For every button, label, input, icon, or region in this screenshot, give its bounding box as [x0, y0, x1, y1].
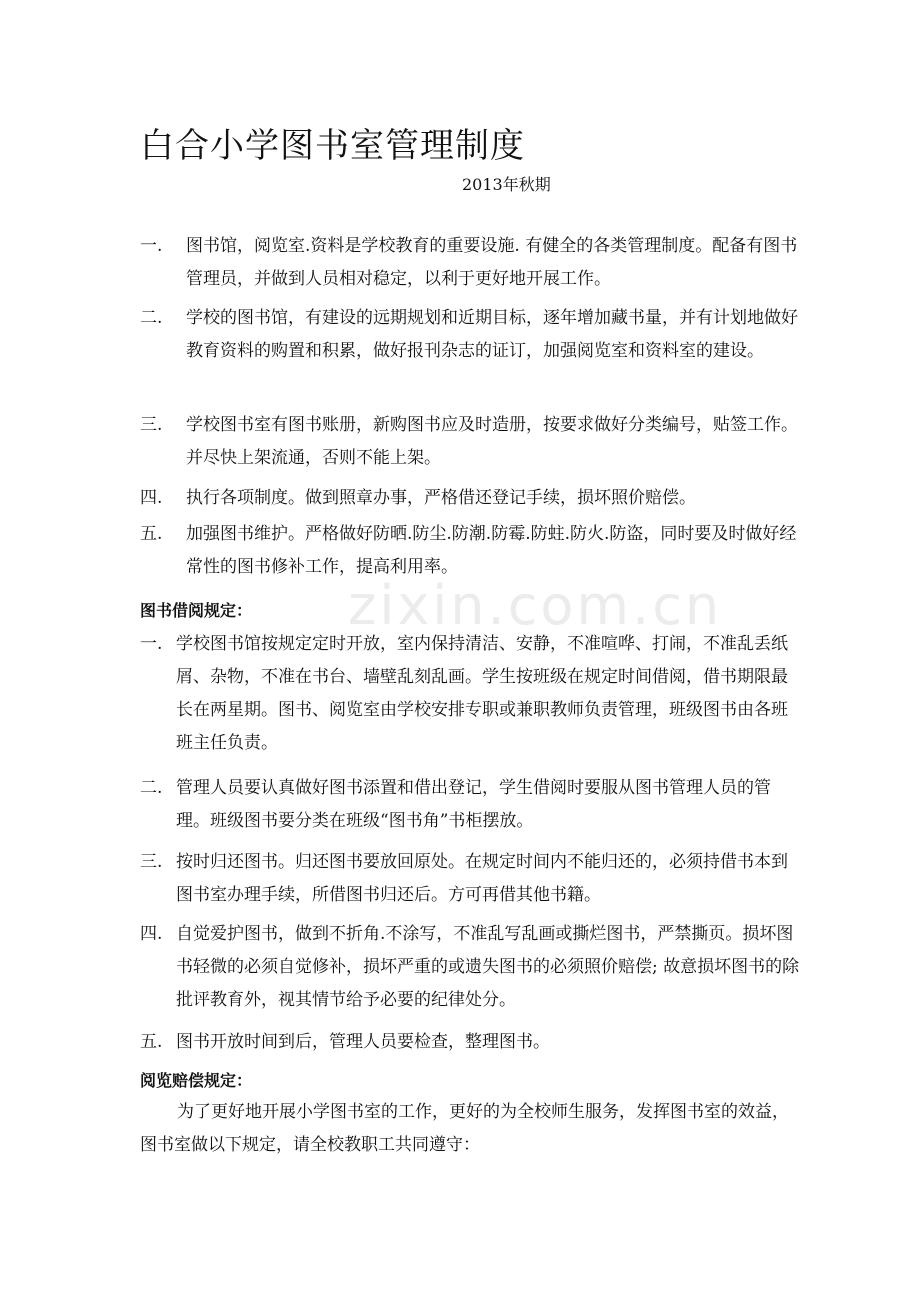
- body-paragraph: 为了更好地开展小学图书室的工作，更好的为全校师生服务，发挥图书室的效益，图书室做以下规定，请全校教职工共同遵守：: [140, 1102, 789, 1155]
- item-number: 三.: [140, 852, 163, 872]
- rule-item: [140, 409, 800, 475]
- rule-item: [140, 482, 800, 515]
- item-number: 五.: [140, 524, 163, 544]
- item-number: 一.: [140, 634, 163, 654]
- watermark: zixin.com.cn: [348, 574, 723, 637]
- section-heading: 图书借阅规定：: [140, 601, 253, 620]
- item-text: 学校图书馆按规定定时开放，室内保持清洁、安静，不准喧哗、打闹，不准乱丢纸屑、杂物，不准在书台、墙壁乱刻乱画。学生按班级在规定时间借阅，借书期限最长在两星期。图书、阅览室由学校安排专职或兼职教师负责管理，班级图书由各班班主任负责。: [176, 634, 788, 753]
- item-text: 学校图书室有图书账册，新购图书应及时造册，按要求做好分类编号，贴签工作。并尽快上架流通，否则不能上架。: [186, 415, 798, 468]
- item-text: 加强图书维护。严格做好防晒.防尘.防潮.防霉.防蛀.防火.防盗，同时要及时做好经常性的图书修补工作，提高利用率。: [186, 524, 797, 577]
- item-text: 按时归还图书。归还图书要放回原处。在规定时间内不能归还的，必须持借书本到图书室办理手续，所借图书归还后。方可再借其他书籍。: [176, 852, 788, 905]
- rule-item: [140, 772, 800, 838]
- term-label: 2013年秋期: [462, 175, 551, 194]
- rule-item: [140, 918, 800, 1017]
- item-number: 四.: [140, 924, 163, 944]
- item-number: 二.: [140, 778, 163, 798]
- item-text: 学校的图书馆，有建设的远期规划和近期目标，逐年增加藏书量，并有计划地做好教育资料的购置和积累，做好报刊杂志的证订，加强阅览室和资料室的建设。: [186, 308, 798, 361]
- item-number: 三.: [140, 415, 163, 435]
- item-text: 执行各项制度。做到照章办事，严格借还登记手续，损坏照价赔偿。: [186, 488, 696, 508]
- page-title: 白合小学图书室管理制度: [140, 126, 525, 166]
- rule-item: [140, 846, 800, 912]
- rule-item: [140, 518, 800, 584]
- item-number: 一.: [140, 236, 163, 256]
- item-number: 四.: [140, 488, 163, 508]
- item-number: 五.: [140, 1032, 163, 1052]
- rule-item: [140, 628, 800, 760]
- item-number: 二.: [140, 308, 163, 328]
- item-text: 图书开放时间到后，管理人员要检查，整理图书。: [176, 1032, 550, 1052]
- rule-item: [140, 230, 800, 296]
- rule-item: [140, 1026, 800, 1059]
- rule-item: [140, 302, 800, 368]
- item-text: 管理人员要认真做好图书添置和借出登记，学生借阅时要服从图书管理人员的管理。班级图书要分类在班级“图书角”书柜摆放。: [176, 778, 771, 831]
- item-text: 图书馆，阅览室.资料是学校教育的重要设施. 有健全的各类管理制度。配备有图书管理员，并做到人员相对稳定，以利于更好地开展工作。: [186, 236, 798, 289]
- section-heading: 阅览赔偿规定：: [140, 1071, 253, 1090]
- item-text: 自觉爱护图书，做到不折角.不涂写，不准乱写乱画或撕烂图书，严禁撕页。损坏图书轻微的必须自觉修补，损坏严重的或遗失图书的必须照价赔偿; 故意损坏图书的除批评教育外，视其情节给予必要的纪律处分。: [176, 924, 800, 1010]
